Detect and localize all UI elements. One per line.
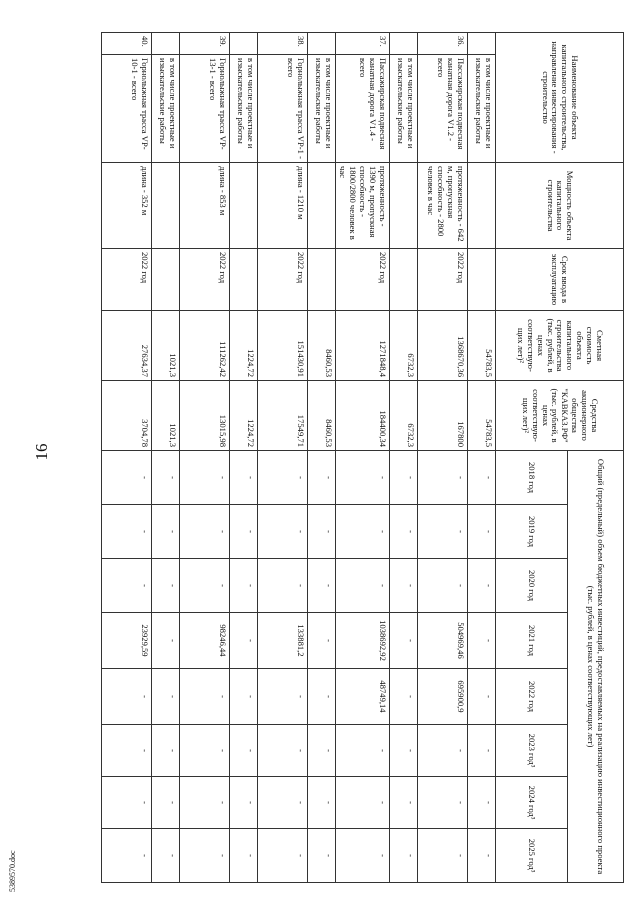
row-number: 39. — [179, 33, 229, 55]
row-commissioning: 2022 год — [179, 249, 229, 311]
row-year-value: - — [257, 669, 307, 725]
row-capacity — [390, 163, 418, 249]
row-capacity: длина - 1210 м — [257, 163, 307, 249]
row-name: Пассажирская подвесная канатная дорога V1.2 - всего — [418, 55, 468, 163]
row-year-value: - — [418, 725, 468, 777]
row-year-value: - — [101, 669, 151, 725]
row-number — [229, 33, 257, 55]
row-year-value: - — [390, 559, 418, 613]
row-capacity: протяженность - 642 м, пропускная способность - 2800 человек в час — [418, 163, 468, 249]
row-commissioning — [151, 249, 179, 311]
row-year-value: - — [335, 777, 389, 829]
row-number — [307, 33, 335, 55]
row-name: в том числе проектные и изыскательские работы — [151, 55, 179, 163]
row-name: в том числе проектные и изыскательские работы — [229, 55, 257, 163]
header-estimate: Сметная стоимость объекта капитального строительства (тыс. рублей, в ценах соответствую-щих лет)² — [496, 311, 624, 381]
rotated-page — [34, 32, 624, 882]
row-year-value: - — [335, 725, 389, 777]
table-row-subitem — [307, 33, 335, 883]
header-year: 2019 год — [496, 505, 568, 559]
row-number: 36. — [418, 33, 468, 55]
row-company-funds: 184400,34 — [335, 381, 389, 451]
row-name: в том числе проектные и изыскательские работы — [307, 55, 335, 163]
row-year-value: - — [179, 669, 229, 725]
row-year-value: - — [307, 505, 335, 559]
row-year-value: - — [335, 559, 389, 613]
row-year-value: - — [229, 613, 257, 669]
row-year-value: - — [468, 613, 496, 669]
row-year-value: - — [418, 559, 468, 613]
row-year-value: 1038692,92 — [335, 613, 389, 669]
row-name: в том числе проектные и изыскательские работы — [390, 55, 418, 163]
row-name: в том числе проектные и изыскательские работы — [468, 55, 496, 163]
row-year-value: - — [179, 451, 229, 505]
row-year-value: - — [307, 559, 335, 613]
row-estimate: 1368670,36 — [418, 311, 468, 381]
table-row-subitem — [390, 33, 418, 883]
row-year-value: - — [468, 777, 496, 829]
row-year-value: - — [151, 669, 179, 725]
row-year-value: - — [229, 669, 257, 725]
row-year-value: - — [390, 725, 418, 777]
row-capacity — [229, 163, 257, 249]
row-year-value: - — [151, 725, 179, 777]
row-company-funds: 167800 — [418, 381, 468, 451]
page-number: 16 — [32, 443, 51, 461]
row-company-funds: 17549,71 — [257, 381, 307, 451]
header-year: 2020 год — [496, 559, 568, 613]
row-estimate: 1021,3 — [151, 311, 179, 381]
row-year-value: - — [101, 829, 151, 883]
row-number: 38. — [257, 33, 307, 55]
header-budget-title: Общий (предельный) объем бюджетных инвестиций, предоставляемых на реализацию инвестиционного проекта (тыс. рублей, в ценах соответствующих лет) — [568, 451, 624, 883]
row-year-value: - — [257, 725, 307, 777]
table-row-subitem — [151, 33, 179, 883]
row-year-value: - — [307, 451, 335, 505]
table-row — [335, 33, 389, 883]
row-company-funds: 1021,3 — [151, 381, 179, 451]
row-year-value: - — [101, 725, 151, 777]
row-number: 40. — [101, 33, 151, 55]
row-year-value: - — [179, 777, 229, 829]
row-year-value: - — [418, 829, 468, 883]
row-year-value: - — [229, 829, 257, 883]
row-year-value: - — [229, 451, 257, 505]
row-estimate: 54783,5 — [468, 311, 496, 381]
row-year-value: - — [257, 559, 307, 613]
table-row-subitem — [229, 33, 257, 883]
row-year-value: - — [468, 505, 496, 559]
row-year-value: 98246,44 — [179, 613, 229, 669]
row-number — [390, 33, 418, 55]
row-company-funds: 3704,78 — [101, 381, 151, 451]
row-year-value: - — [151, 505, 179, 559]
row-year-value: - — [257, 829, 307, 883]
row-year-value: - — [418, 777, 468, 829]
row-year-value: - — [179, 829, 229, 883]
table-row — [418, 33, 468, 883]
row-year-value: - — [468, 829, 496, 883]
row-name: Горнолыжная трасса VP-13-1 - всего — [179, 55, 229, 163]
row-year-value: 48749,14 — [335, 669, 389, 725]
row-year-value: 504969,46 — [418, 613, 468, 669]
row-year-value: - — [101, 559, 151, 613]
row-year-value: - — [468, 669, 496, 725]
row-commissioning: 2022 год — [418, 249, 468, 311]
row-number: 37. — [335, 33, 389, 55]
row-estimate: 27634,37 — [101, 311, 151, 381]
row-estimate: 6732,3 — [390, 311, 418, 381]
row-year-value: - — [390, 829, 418, 883]
row-year-value: - — [151, 451, 179, 505]
header-commissioning: Срок ввода в эксплуатацию — [496, 249, 624, 311]
row-number — [468, 33, 496, 55]
row-year-value: - — [390, 613, 418, 669]
row-year-value: - — [151, 777, 179, 829]
row-year-value: - — [390, 777, 418, 829]
row-company-funds: 8460,53 — [307, 381, 335, 451]
header-name: Наименование объекта капитального строительства, направление инвестирования - строительство — [496, 33, 624, 163]
row-capacity: длина - 853 м — [179, 163, 229, 249]
row-year-value: - — [151, 613, 179, 669]
row-estimate: 111262,42 — [179, 311, 229, 381]
table-row — [101, 33, 151, 883]
header-year: 2021 год — [496, 613, 568, 669]
row-capacity — [151, 163, 179, 249]
row-year-value: - — [257, 777, 307, 829]
row-estimate: 1271848,4 — [335, 311, 389, 381]
row-estimate: 151430,91 — [257, 311, 307, 381]
header-year: 2025 год³ — [496, 829, 568, 883]
row-year-value: - — [151, 829, 179, 883]
row-year-value: 133881,2 — [257, 613, 307, 669]
row-commissioning — [307, 249, 335, 311]
row-year-value: - — [390, 669, 418, 725]
row-commissioning: 2022 год — [257, 249, 307, 311]
header-company-funds: Средства акционерного общества "КАВКАЗ.РФ" (тыс. рублей, в ценах соответствую-щих лет)² — [496, 381, 624, 451]
header-year: 2022 год — [496, 669, 568, 725]
row-company-funds: 1224,72 — [229, 381, 257, 451]
table-row — [257, 33, 307, 883]
row-name: Горнолыжная трасса VP-1 - всего — [257, 55, 307, 163]
row-commissioning: 2022 год — [335, 249, 389, 311]
row-year-value: - — [418, 505, 468, 559]
row-year-value: - — [307, 829, 335, 883]
row-year-value: - — [151, 559, 179, 613]
row-year-value: - — [468, 451, 496, 505]
header-year: 2024 год³ — [496, 777, 568, 829]
row-year-value: - — [335, 451, 389, 505]
row-year-value: - — [101, 505, 151, 559]
row-commissioning — [229, 249, 257, 311]
row-capacity — [307, 163, 335, 249]
investment-table — [101, 32, 624, 883]
row-year-value: 695900,9 — [418, 669, 468, 725]
row-year-value: - — [307, 725, 335, 777]
row-number — [151, 33, 179, 55]
row-year-value: - — [179, 505, 229, 559]
row-name: Пассажирская подвесная канатная дорога V1.4 - всего — [335, 55, 389, 163]
row-year-value: - — [179, 725, 229, 777]
row-commissioning — [468, 249, 496, 311]
row-capacity — [468, 163, 496, 249]
row-year-value: - — [229, 777, 257, 829]
row-year-value: - — [335, 829, 389, 883]
row-year-value: - — [101, 451, 151, 505]
table-row-subitem — [468, 33, 496, 883]
row-year-value: - — [257, 451, 307, 505]
row-year-value: 23929,59 — [101, 613, 151, 669]
row-commissioning — [390, 249, 418, 311]
table-header — [496, 33, 624, 883]
header-year: 2023 год³ — [496, 725, 568, 777]
row-commissioning: 2022 год — [101, 249, 151, 311]
document-reference: 5389570.doc — [8, 850, 17, 892]
row-capacity: длина - 352 м — [101, 163, 151, 249]
row-year-value: - — [468, 725, 496, 777]
row-year-value: - — [307, 613, 335, 669]
row-year-value: - — [229, 505, 257, 559]
row-year-value: - — [390, 451, 418, 505]
table-row — [179, 33, 229, 883]
row-company-funds: 54783,5 — [468, 381, 496, 451]
row-year-value: - — [229, 559, 257, 613]
row-year-value: - — [418, 451, 468, 505]
row-year-value: - — [101, 777, 151, 829]
row-capacity: протяженность - 1390 м, пропускная способность - 1800/2800 человек в час — [335, 163, 389, 249]
table-body — [101, 33, 495, 883]
row-company-funds: 6732,3 — [390, 381, 418, 451]
row-year-value: - — [257, 505, 307, 559]
row-year-value: - — [307, 777, 335, 829]
row-year-value: - — [229, 725, 257, 777]
row-year-value: - — [179, 559, 229, 613]
row-year-value: - — [390, 505, 418, 559]
row-year-value: - — [468, 559, 496, 613]
row-company-funds: 13015,98 — [179, 381, 229, 451]
header-year: 2018 год — [496, 451, 568, 505]
row-estimate: 1224,72 — [229, 311, 257, 381]
row-year-value: - — [307, 669, 335, 725]
row-year-value: - — [335, 505, 389, 559]
header-capacity: Мощность объекта капитального строительства — [496, 163, 624, 249]
row-name: Горнолыжная трасса VP-10-1 - всего — [101, 55, 151, 163]
row-estimate: 8460,53 — [307, 311, 335, 381]
